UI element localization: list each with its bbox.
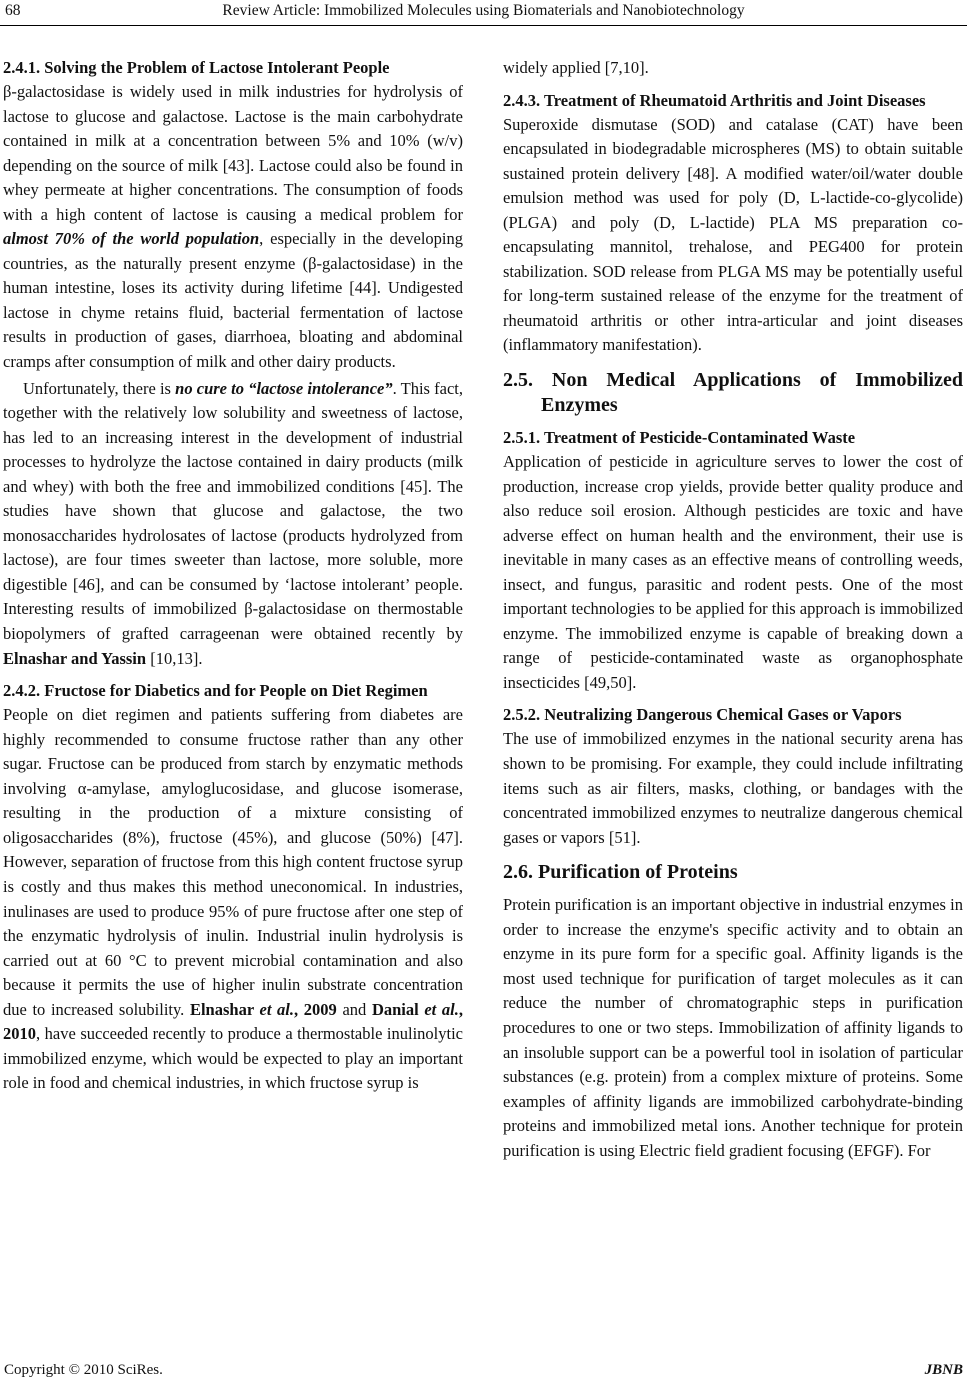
section-2-6-title: 2.6. Purification of Proteins: [503, 861, 738, 884]
page-header: [0, 0, 967, 32]
section-2-4-2-title: 2.4.2. Fructose for Diabetics and for People on Diet Regimen: [3, 681, 428, 701]
paragraph-continuation: widely applied [7,10].: [503, 58, 649, 77]
copyright-notice: Copyright © 2010 SciRes.: [4, 1362, 163, 1378]
right-column: [503, 56, 963, 1163]
page-number: 68: [5, 2, 21, 19]
journal-abbrev: JBNB: [924, 1362, 963, 1378]
paragraph-fructose: People on diet regimen and patients suffering from diabetes are highly recommended to consume fructose rather than any other sugar. Fructose can be produced from starch by enzymatic methods involving α-amylase, amyloglucosidase, and glucose isomerase, resulting in the production of a mixture consisting of oligosaccharides (8%), fructose (45%), and glucose (50%) [47]. However, separation of fructose from this high content fructose syrup is costly and thus makes this method uneconomical. In industries, inulinases are used to produce 95% of pure fructose after one step of the enzymatic hydrolysis of inulin. Industrial inulin hydrolysis is carried out at 60 °C to prevent microbial contamination and also because it permits the use of higher inulin substrate concentration due to increased solubility. Elnashar et al., 2009 and Danial et al., 2010, have succeeded recently to produce a thermostable inulinolytic immobilized enzyme, which would be expected to play an important role in food and chemical industries, in which fructose syrup is: [3, 705, 464, 1093]
running-title: Review Article: Immobilized Molecules using Biomaterials and Nanobiotechnology: [222, 2, 745, 19]
paragraph-gases: The use of immobilized enzymes in the national security arena has shown to be promising. For example, they could include infiltrating items such as air filters, masks, clothing, or bandages with the concentrated immobilized enzymes to neutralize dangerous chemical gases or vapors [51].: [503, 729, 963, 847]
page-footer: [0, 1362, 967, 1386]
section-2-4-3-title: 2.4.3. Treatment of Rheumatoid Arthritis and Joint Diseases: [503, 90, 926, 110]
header-rule: [0, 25, 967, 26]
paragraph-lactose-1: β-galactosidase is widely used in milk industries for hydrolysis of lactose to glucose and galactose. Lactose is the main carbohydrate contained in milk at a concentration between 5% and 10% (w/v) depending on the source of milk [43]. Lactose could also be found in whey permeate at higher concentrations. The consumption of foods with a high content of lactose is causing a medical problem for almost 70% of the world population, especially in the developing countries, as the naturally present enzyme (β-galactosidase) in the human intestine, loses its activity during lifetime [44]. Undigested lactose in chyme retains fluid, bacterial fermentation of lactose results in production of gases, diarrhoea, bloating and abdominal cramps after consumption of milk and other dairy products.: [3, 82, 463, 372]
paragraph-purification: Protein purification is an important objective in industrial enzymes in order to increase the enzyme's specific activity and to obtain an enzyme in its pure form for a specific goal. Affinity ligands is the most used technique for purification of target molecules as it can reduce the number of chromatographic steps in purification procedures to one or two steps. Immobilization of affinity ligands to an insoluble support can be a powerful tool in isolation of particular substances (e.g. protein) from a complex mixture of proteins. Some examples of affinity ligands are immobilized carbohydrate-binding proteins and immobilized metal ions. Another technique for protein purification is using Electric field gradient focusing (EFGF). For: [503, 895, 963, 1160]
paragraph-pesticide: Application of pesticide in agriculture serves to lower the cost of production, increase crop yields, provide better quality produce and also reduce soil erosion. Although pesticides are toxic and have adverse effect on human health and the environment, their use is inevitable in many cases as an effective means of controlling weeds, insect, and fungus, parasitic and rodent pests. One of the most important technologies to be applied for this approach is immobilized enzyme. The immobilized enzyme is capable of breaking down a range of pesticide-contaminated waste as organophosphate insecticides [49,50].: [503, 452, 963, 692]
section-2-5-1-title: 2.5.1. Treatment of Pesticide-Contaminated Waste: [503, 428, 856, 448]
paragraph-rheumatoid: Superoxide dismutase (SOD) and catalase (CAT) have been encapsulated in biodegradable microspheres (MS) to obtain suitable sustained protein delivery [48]. A modified water/oil/water double emulsion method was used for poly (D, L-lactide-co-glycolide) (PLGA) and poly (D, L-lactide) PLA MS preparation co-encapsulating mannitol, trehalose, and PEG400 for protein stabilization. SOD release from PLGA MS may be potentially useful for long-term sustained release of the enzyme for the treatment of rheumatoid arthritis or other intra-articular and joint diseases (inflammatory manifestation).: [503, 114, 963, 355]
section-2-5-title: 2.5. Non Medical Applications of Immobilized Enzymes: [503, 369, 963, 417]
left-column: [3, 56, 463, 1096]
section-2-5-2-title: 2.5.2. Neutralizing Dangerous Chemical Gases or Vapors: [503, 705, 902, 725]
paragraph-lactose-2: Unfortunately, there is no cure to “lactose intolerance”. This fact, together with the relatively low solubility and sweetness of lactose, has led to an increasing interest in the development of industrial processes to hydrolyze the lactose contained in dairy products (milk and whey) with both the free and immobilized conditions [45]. The studies have shown that glucose and galactose, the two monosaccharides hydrolosates of lactose (products hydrolyzed from lactose), are four times sweeter than lactose, more soluble, more digestible [46], and can be consumed by ‘lactose intolerant’ people. Interesting results of immobilized β-galactosidase on thermostable biopolymers of grafted carrageenan were obtained recently by Elnashar and Yassin [10,13].: [3, 378, 463, 668]
section-2-4-1-title: 2.4.1. Solving the Problem of Lactose Intolerant People: [3, 58, 390, 77]
